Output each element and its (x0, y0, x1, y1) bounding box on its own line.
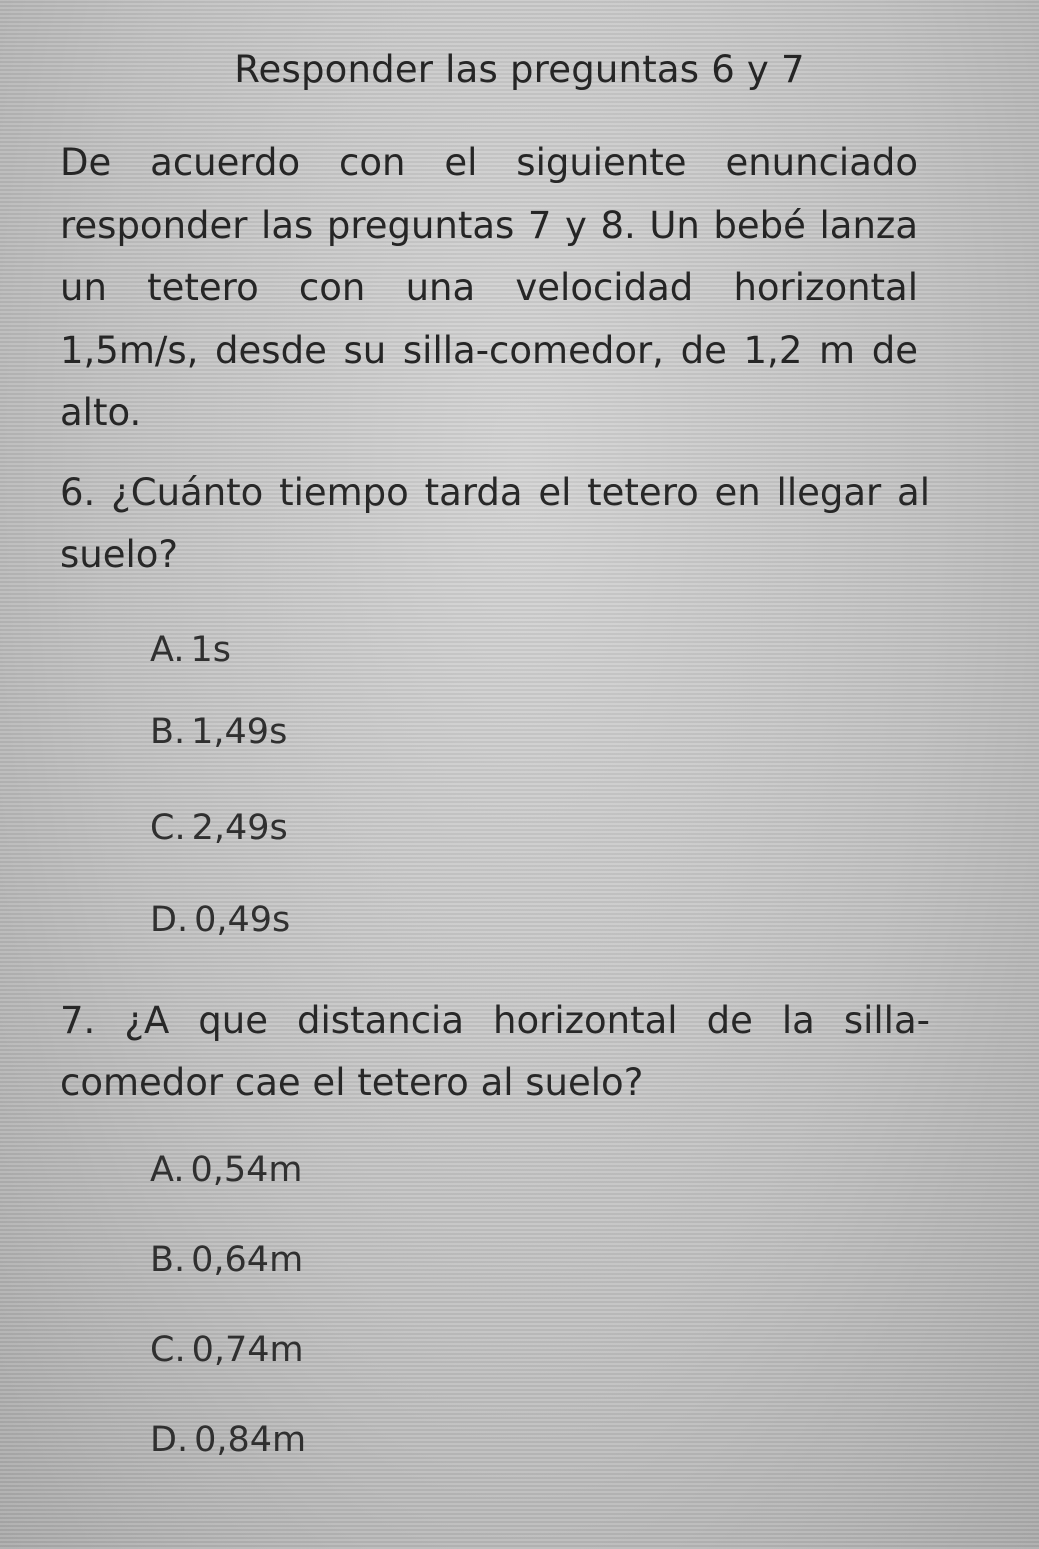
worksheet-heading: Responder las preguntas 6 y 7 (234, 48, 805, 91)
option-letter: D. (150, 1420, 189, 1460)
problem-statement: De acuerdo con el siguiente enunciado responder las preguntas 7 y 8. Un bebé lanza un tetero con una velocidad horizontal 1,5m/s, desde su silla-comedor, de 1,2 m de alto. (60, 141, 918, 434)
option-letter: A. (150, 630, 185, 670)
question-7-option-b (150, 1240, 303, 1280)
option-value: 1s (190, 630, 231, 670)
question-7-option-d (150, 1420, 306, 1460)
option-value: 0,74m (191, 1330, 304, 1370)
option-value: 0,54m (190, 1150, 303, 1190)
question-7-option-a (150, 1150, 302, 1190)
option-letter: B. (150, 712, 186, 752)
question-6-option-c (150, 808, 288, 848)
option-value: 0,49s (194, 900, 291, 940)
question-6-text: 6. ¿Cuánto tiempo tarda el tetero en llegar al suelo? (60, 471, 930, 576)
question-6-option-d (150, 900, 290, 940)
option-value: 0,84m (194, 1420, 307, 1460)
option-letter: C. (150, 808, 186, 848)
question-7-text: 7. ¿A que distancia horizontal de la silla-comedor cae el tetero al suelo? (60, 999, 930, 1104)
option-value: 2,49s (191, 808, 288, 848)
option-letter: B. (150, 1240, 186, 1280)
question-7-option-c (150, 1330, 304, 1370)
option-letter: C. (150, 1330, 186, 1370)
option-value: 1,49s (191, 712, 288, 752)
option-value: 0,64m (191, 1240, 304, 1280)
option-letter: D. (150, 900, 189, 940)
option-letter: A. (150, 1150, 185, 1190)
question-6-option-b (150, 712, 287, 752)
question-6-option-a (150, 630, 231, 670)
